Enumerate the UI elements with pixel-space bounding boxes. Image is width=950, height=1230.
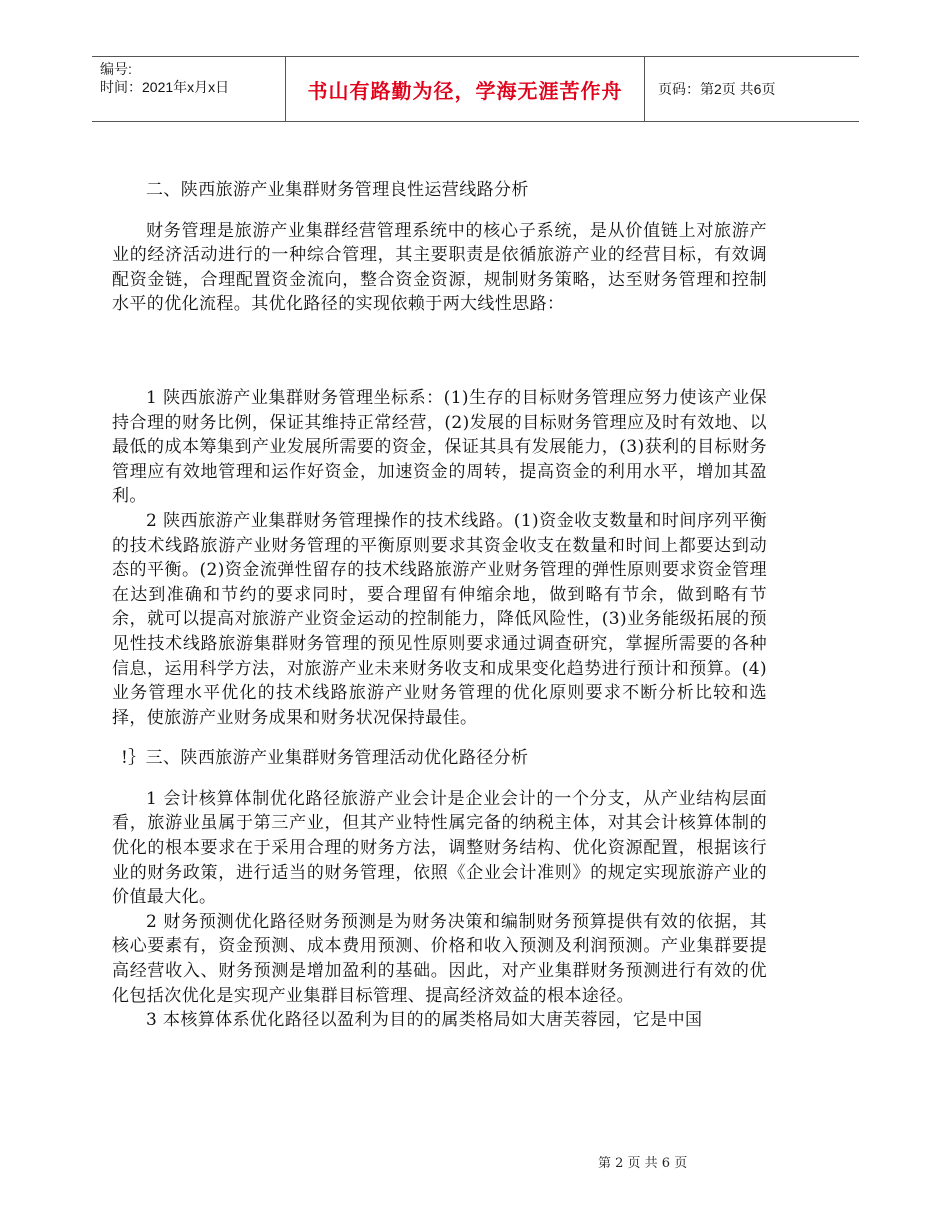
header-meta xyxy=(100,60,280,96)
header-motto-cell xyxy=(285,57,645,121)
section-2-item-2: 2 陕西旅游产业集群财务管理操作的技术线路。(1)资金收支数量和时间序列平衡的技术线路旅游产业财务管理的平衡原则要求其资金收支在数量和时间上都要达到动态的平衡。(2)资金流弹性留存的技术线路旅游产业财务管理的弹性原则要求资金管理在达到准确和节约的要求同时，要合理留有伸缩余地，做到略有节余，做到略有节余，就可以提高对旅游产业资金运动的控制能力，降低风险性，(3)业务能级拓展的预见性技术线路旅游集群财务管理的预见性原则要求通过调查研究，掌握所需要的各种信息，运用科学方法，对旅游产业未来财务收支和成果变化趋势进行预计和预算。(4)业务管理水平优化的技术线路旅游产业财务管理的优化原则要求不断分析比较和选择，使旅游产业财务成果和财务状况保持最佳。 xyxy=(112,510,767,728)
document-body xyxy=(112,178,767,1033)
header-motto: 书山有路勤为径，学海无涯苦作舟 xyxy=(307,78,623,103)
section-2-item-1: 1 陕西旅游产业集群财务管理坐标系：(1)生存的目标财务管理应努力使该产业保持合理的财务比例，保证其维持正常经营，(2)发展的目标财务管理应及时有效地、以最低的成本筹集到产业发展所需要的资金，保证其具有发展能力，(3)获利的目标财务管理应有效地管理和运作好资金，加速资金的周转，提高资金的利用水平，增加其盈利。 xyxy=(112,387,767,507)
number-label: 编号: xyxy=(100,61,132,77)
section-2-intro: 财务管理是旅游产业集群经营管理系统中的核心子系统，是从价值链上对旅游产业的经济活动进行的一种综合管理，其主要职责是依循旅游产业的经营目标，有效调配资金链，合理配置资金流向，整合资金资源，规制财务策略，达至财务管理和控制水平的优化流程。其优化路径的实现依赖于两大线性思路： xyxy=(112,220,767,315)
page-header xyxy=(92,56,859,122)
section-2-heading: 二、陕西旅游产业集群财务管理良性运营线路分析 xyxy=(146,180,529,200)
section-3-item-2: 2 财务预测优化路径财务预测是为财务决策和编制财务预算提供有效的依据，其核心要素有，资金预测、成本费用预测、价格和收入预测及利润预测。产业集群要提高经营收入、财务预测是增加盈利的基础。因此，对产业集群财务预测进行有效的优化包括次优化是实现产业集群目标管理、提高经济效益的根本途径。 xyxy=(112,911,767,1006)
time-label: 时间：2021年x月x日 xyxy=(100,79,230,95)
section-3-item-1: 1 会计核算体制优化路径旅游产业会计是企业会计的一个分支，从产业结构层面看，旅游业虽属于第三产业，但其产业特性属完备的纳税主体，对其会计核算体制的优化的根本要求在于采用合理的财务方法，调整财务结构、优化资源配置，根据该行业的财务政策，进行适当的财务管理，依照《企业会计准则》的规定实现旅游产业的价值最大化。 xyxy=(112,788,767,908)
section-3-heading: !｝三、陕西旅游产业集群财务管理活动优化路径分析 xyxy=(121,748,529,769)
section-3-item-3: 3 本核算体系优化路径以盈利为目的的属类格局如大唐芙蓉园，它是中国 xyxy=(146,1010,703,1031)
header-page-info: 页码：第2页 共6页 xyxy=(658,81,776,97)
page-footer: 第 2 页 共 6 页 xyxy=(598,1156,688,1171)
